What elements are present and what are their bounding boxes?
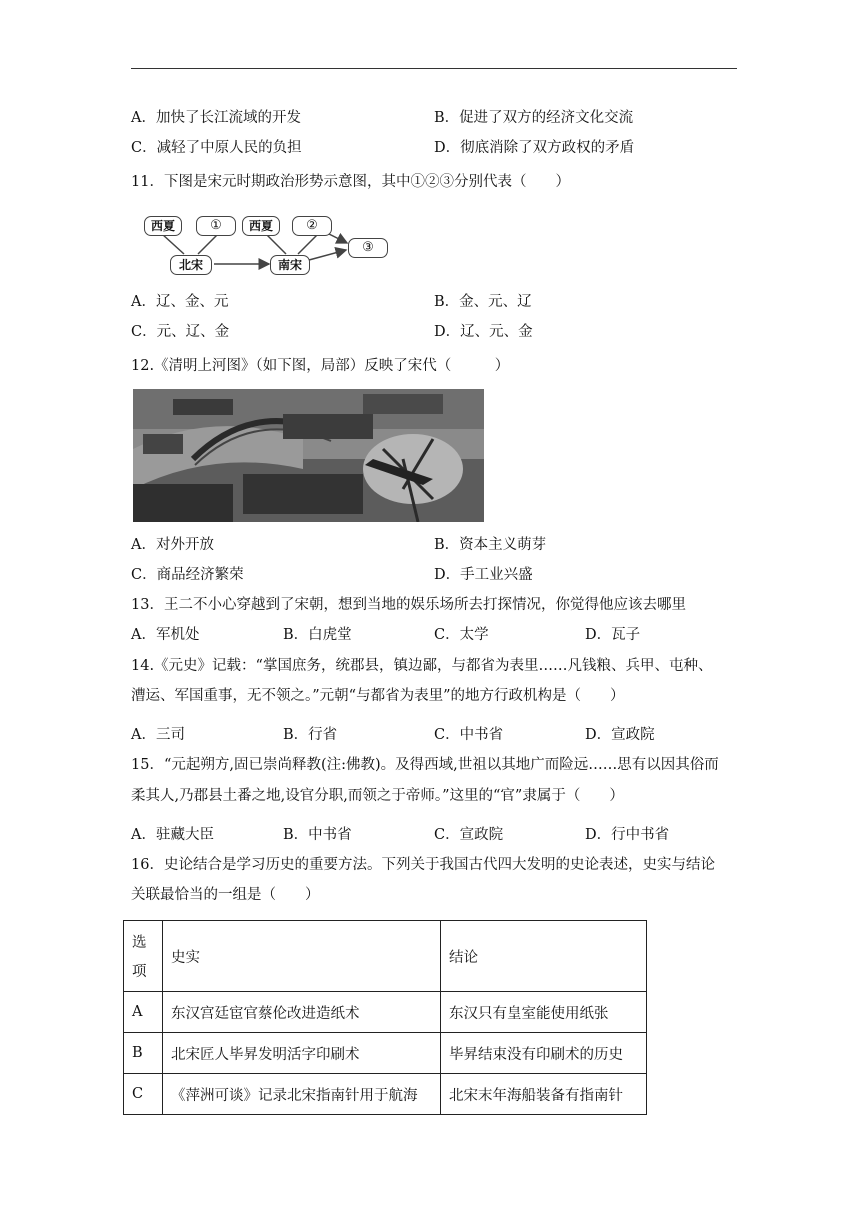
q12-option-a[interactable]: A．对外开放: [131, 537, 214, 553]
header-option-char2: 项: [132, 964, 147, 980]
table-row: [124, 1074, 647, 1115]
table-row: [124, 992, 647, 1033]
table-row: [124, 1033, 647, 1074]
qingming-painting-image: [133, 389, 484, 522]
q14-option-b[interactable]: B．行省: [283, 727, 338, 743]
row-fact: 北宋匠人毕昇发明活字印刷术: [163, 1033, 441, 1074]
node-beisong: 北宋: [170, 255, 212, 275]
q11-option-c[interactable]: C．元、辽、金: [131, 324, 230, 340]
header-conclusion-cell: 结论: [441, 921, 647, 992]
q11-option-b[interactable]: B．金、元、辽: [434, 294, 532, 310]
q10-option-a[interactable]: A．加快了长江流域的开发: [131, 110, 301, 126]
node-xixia-2: 西夏: [242, 216, 280, 236]
q13-stem: 13．王二不小心穿越到了宋朝，想到当地的娱乐场所去打探情况，你觉得他应该去哪里: [131, 597, 686, 613]
header-fact-cell: 史实: [163, 921, 441, 992]
header-option-cell: [124, 921, 163, 992]
q13-option-a[interactable]: A．军机处: [131, 627, 200, 643]
q12-option-d[interactable]: D．手工业兴盛: [434, 567, 533, 583]
q15-option-c[interactable]: C．宣政院: [434, 827, 504, 843]
row-option: A: [124, 992, 163, 1033]
row-fact: 东汉宫廷宦官蔡伦改进造纸术: [163, 992, 441, 1033]
q12-option-b[interactable]: B．资本主义萌芽: [434, 537, 547, 553]
q12-stem: 12.《清明上河图》（如下图，局部）反映了宋代（ ）: [131, 358, 510, 374]
q11-stem: 11．下图是宋元时期政治形势示意图，其中①②③分别代表（ ）: [131, 174, 570, 190]
node-xixia-1: 西夏: [144, 216, 182, 236]
q14-option-d[interactable]: D．宣政院: [585, 727, 655, 743]
q16-stem-line1: 16．史论结合是学习历史的重要方法。下列关于我国古代四大发明的史论表述，史实与结论: [131, 857, 715, 873]
q15-option-b[interactable]: B．中书省: [283, 827, 352, 843]
q14-stem-line2: 漕运、军国重事，无不领之。”元朝“与都省为表里”的地方行政机构是（ ）: [131, 688, 625, 704]
q15-option-d[interactable]: D．行中书省: [585, 827, 670, 843]
row-conclusion: 东汉只有皇室能使用纸张: [441, 992, 647, 1033]
q14-option-c[interactable]: C．中书省: [434, 727, 504, 743]
node-circle-1: ①: [196, 216, 236, 236]
q15-stem-line2: 柔其人,乃郡县土番之地,设官分职,而领之于帝师。”这里的“官”隶属于（ ）: [131, 788, 624, 804]
q11-option-d[interactable]: D．辽、元、金: [434, 324, 533, 340]
node-nansong: 南宋: [270, 255, 310, 275]
q10-option-d[interactable]: D．彻底消除了双方政权的矛盾: [434, 140, 635, 156]
row-conclusion: 毕昇结束没有印刷术的历史: [441, 1033, 647, 1074]
row-conclusion: 北宋末年海船装备有指南针: [441, 1074, 647, 1115]
q10-option-b[interactable]: B．促进了双方的经济文化交流: [434, 110, 634, 126]
q16-table: [123, 920, 647, 1115]
header-option-char1: 选: [132, 935, 147, 951]
table-header-row: [124, 921, 647, 992]
q14-option-a[interactable]: A．三司: [131, 727, 185, 743]
q13-option-d[interactable]: D．瓦子: [585, 627, 641, 643]
q10-option-c[interactable]: C．减轻了中原人民的负担: [131, 140, 302, 156]
header-rule: [131, 68, 737, 69]
song-yuan-diagram: [142, 210, 392, 280]
q13-option-c[interactable]: C．太学: [434, 627, 489, 643]
q15-option-a[interactable]: A．驻藏大臣: [131, 827, 214, 843]
q15-stem-line1: 15．“元起朔方,固已崇尚释教(注:佛教)。及得西域,世祖以其地广而险远……思有以因其俗而: [131, 757, 719, 773]
row-option: C: [124, 1074, 163, 1115]
row-option: B: [124, 1033, 163, 1074]
q12-option-c[interactable]: C．商品经济繁荣: [131, 567, 244, 583]
q14-stem-line1: 14.《元史》记载：“掌国庶务，统郡县，镇边鄙，与都省为表里……凡钱粮、兵甲、屯种、: [131, 658, 713, 674]
q11-option-a[interactable]: A．辽、金、元: [131, 294, 229, 310]
row-fact: 《萍洲可谈》记录北宋指南针用于航海: [163, 1074, 441, 1115]
node-circle-2: ②: [292, 216, 332, 236]
q13-option-b[interactable]: B．白虎堂: [283, 627, 352, 643]
node-circle-3: ③: [348, 238, 388, 258]
q16-stem-line2: 关联最恰当的一组是（ ）: [131, 887, 320, 903]
